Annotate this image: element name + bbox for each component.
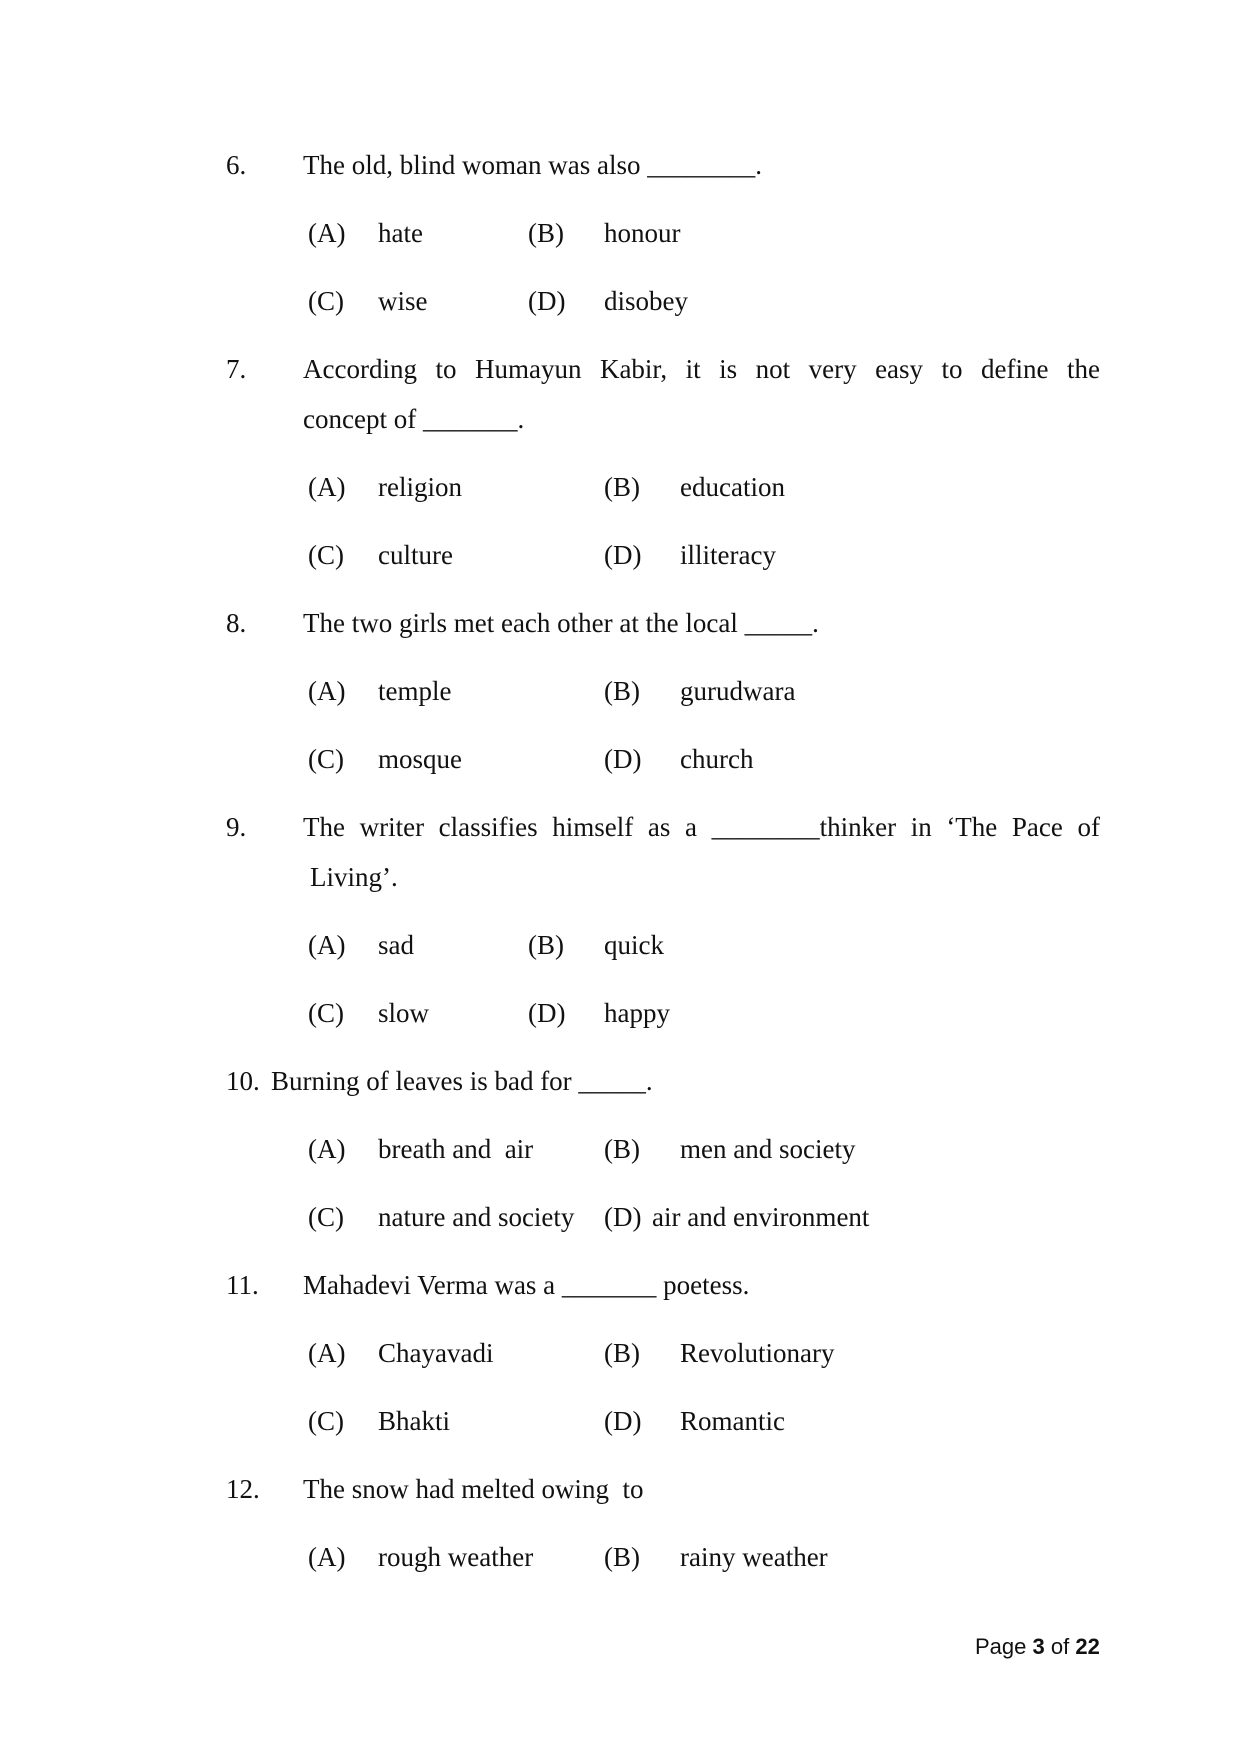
option-c-label: (C) xyxy=(308,1202,344,1232)
question-number: 9. xyxy=(226,812,247,842)
option-c-text: mosque xyxy=(378,744,462,774)
question-number: 7. xyxy=(226,354,247,384)
option-d-text: Romantic xyxy=(680,1406,785,1436)
option-c-label: (C) xyxy=(308,540,344,570)
of-word: of xyxy=(1050,1634,1070,1659)
question-text-line-1: According to Humayun Kabir, it is not very easy to define the xyxy=(303,354,1100,384)
option-d-label: (D) xyxy=(604,1406,642,1436)
question-number: 10. xyxy=(226,1066,260,1096)
question-text-line-2: concept of _______. xyxy=(303,404,525,434)
option-d-label: (D) xyxy=(604,540,642,570)
question-number: 6. xyxy=(226,150,247,180)
option-b-label: (B) xyxy=(528,930,564,960)
option-a-label: (A) xyxy=(308,676,346,706)
option-a-label: (A) xyxy=(308,1542,346,1572)
total-pages-number: 22 xyxy=(1075,1634,1100,1659)
option-d-text: air and environment xyxy=(652,1202,870,1232)
option-d-text: happy xyxy=(604,998,670,1028)
question-text-line-1: The writer classifies himself as a ________thinker in ‘The Pace of xyxy=(303,812,1100,842)
option-c-text: slow xyxy=(378,998,430,1028)
option-d-text: church xyxy=(680,744,754,774)
option-b-text: gurudwara xyxy=(680,676,796,706)
option-b-text: honour xyxy=(604,218,681,248)
option-c-label: (C) xyxy=(308,744,344,774)
question-number: 8. xyxy=(226,608,247,638)
option-a-text: rough weather xyxy=(378,1542,534,1572)
option-d-label: (D) xyxy=(604,744,642,774)
option-c-label: (C) xyxy=(308,1406,344,1436)
option-b-text: men and society xyxy=(680,1134,856,1164)
question-text: Mahadevi Verma was a _______ poetess. xyxy=(303,1270,750,1300)
option-a-text: religion xyxy=(378,472,462,502)
option-b-label: (B) xyxy=(604,1542,640,1572)
option-a-label: (A) xyxy=(308,930,346,960)
option-b-label: (B) xyxy=(604,1134,640,1164)
option-c-text: Bhakti xyxy=(378,1406,450,1436)
question-text: Burning of leaves is bad for _____. xyxy=(271,1066,653,1096)
option-b-text: rainy weather xyxy=(680,1542,828,1572)
option-d-label: (D) xyxy=(528,998,566,1028)
option-b-label: (B) xyxy=(604,472,640,502)
option-c-label: (C) xyxy=(308,998,344,1028)
question-number: 12. xyxy=(226,1474,260,1504)
option-b-text: education xyxy=(680,472,785,502)
option-d-text: illiteracy xyxy=(680,540,776,570)
question-number: 11. xyxy=(226,1270,259,1300)
option-a-text: hate xyxy=(378,218,423,248)
option-c-label: (C) xyxy=(308,286,344,316)
question-text: The snow had melted owing to xyxy=(303,1474,644,1504)
option-a-text: breath and air xyxy=(378,1134,534,1164)
page-word: Page xyxy=(975,1634,1027,1659)
option-c-text: culture xyxy=(378,540,453,570)
question-text: The old, blind woman was also ________. xyxy=(303,150,762,180)
option-d-text: disobey xyxy=(604,286,688,316)
option-a-label: (A) xyxy=(308,472,346,502)
option-b-label: (B) xyxy=(604,1338,640,1368)
option-c-text: wise xyxy=(378,286,428,316)
option-a-text: Chayavadi xyxy=(378,1338,494,1368)
option-b-text: quick xyxy=(604,930,664,960)
option-b-label: (B) xyxy=(528,218,564,248)
question-text: The two girls met each other at the local _____. xyxy=(303,608,819,638)
question-text-line-2: Living’. xyxy=(310,862,398,892)
option-a-text: sad xyxy=(378,930,414,960)
option-c-text: nature and society xyxy=(378,1202,575,1232)
option-d-label: (D) xyxy=(604,1202,642,1232)
current-page-number: 3 xyxy=(1032,1634,1045,1659)
option-b-text: Revolutionary xyxy=(680,1338,835,1368)
option-a-text: temple xyxy=(378,676,452,706)
option-a-label: (A) xyxy=(308,218,346,248)
option-a-label: (A) xyxy=(308,1338,346,1368)
page-indicator xyxy=(975,1636,1100,1658)
option-a-label: (A) xyxy=(308,1134,346,1164)
option-b-label: (B) xyxy=(604,676,640,706)
option-d-label: (D) xyxy=(528,286,566,316)
